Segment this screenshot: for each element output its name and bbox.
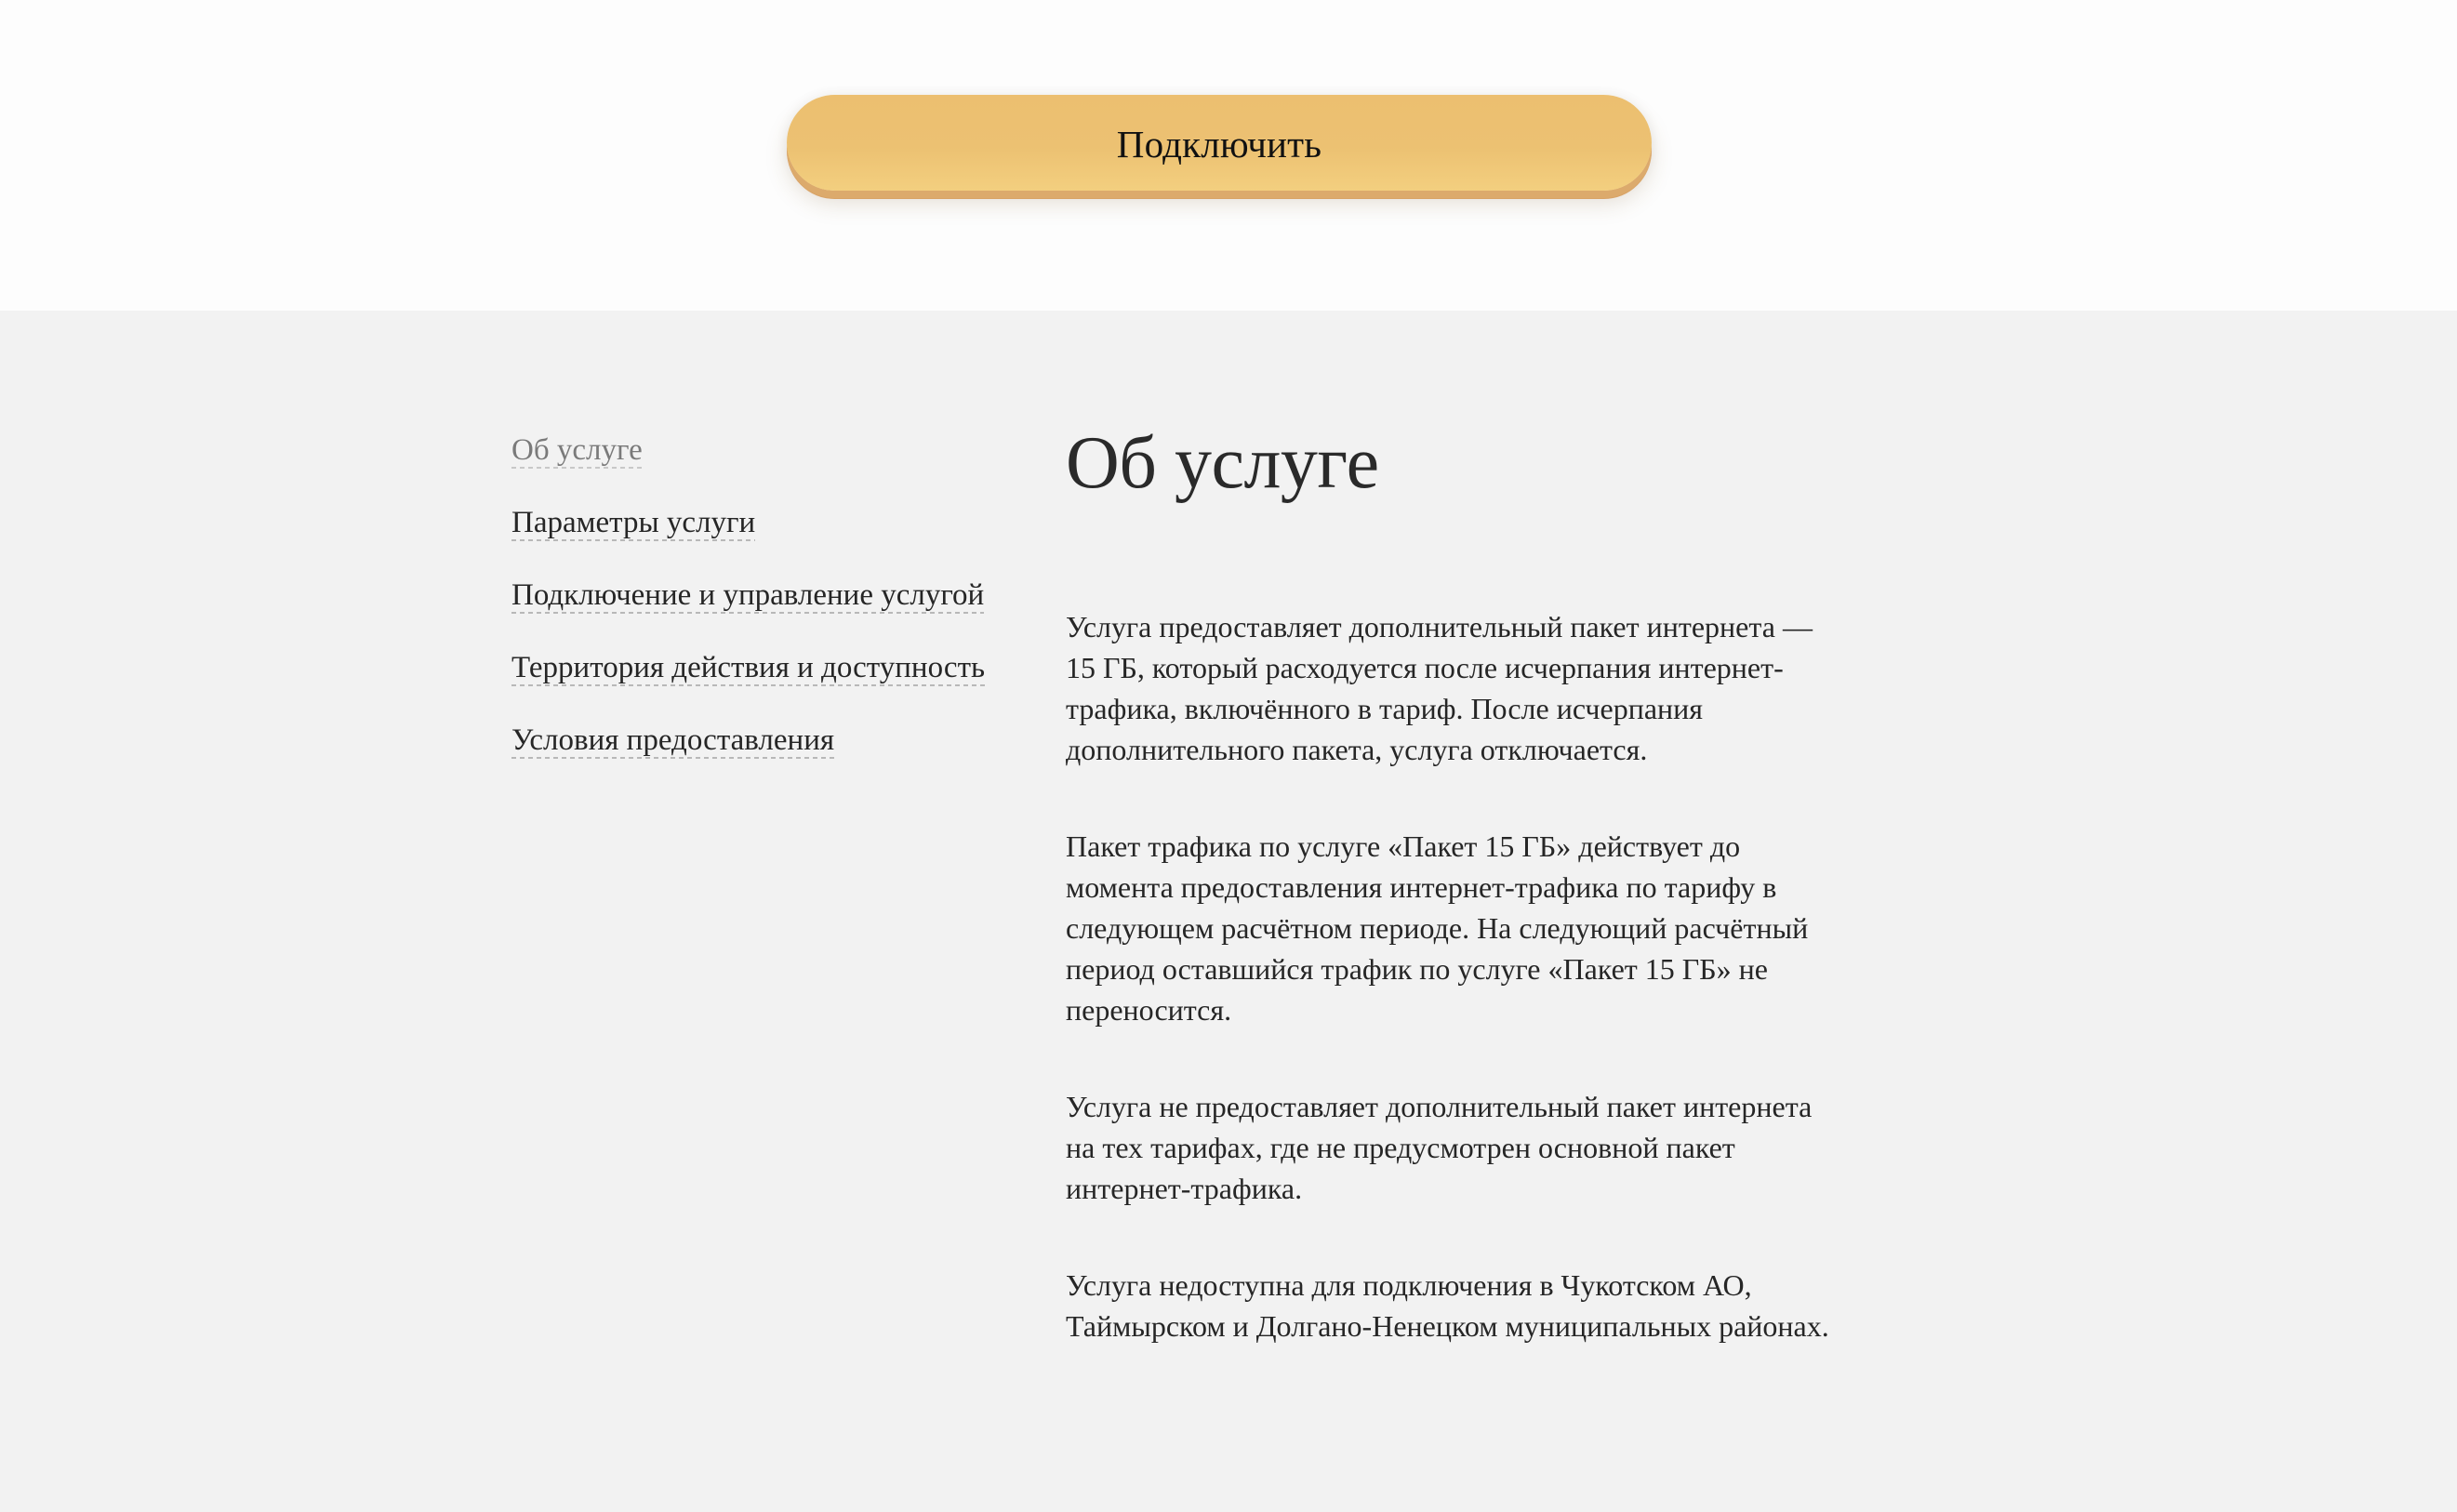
text-line: переносится. (1066, 993, 1232, 1027)
paragraph-validity (1066, 826, 1903, 1030)
text-line: период оставшийся трафик по услуге «Пакет 15 ГБ» не (1066, 952, 1768, 986)
sidebar-nav (511, 431, 1014, 794)
sidebar-link-conditions[interactable]: Условия предоставления (511, 723, 835, 757)
paragraph-region-restriction (1066, 1265, 1903, 1346)
text-line: Услуга недоступна для подключения в Чукотском АО, (1066, 1268, 1752, 1302)
paragraph-package-description (1066, 606, 1903, 770)
text-line: Таймырском и Долгано-Ненецком муниципальных районах. (1066, 1309, 1829, 1343)
text-line: дополнительного пакета, услуга отключается. (1066, 733, 1648, 766)
text-line: момента предоставления интернет-трафика по тарифу в (1066, 870, 1777, 904)
sidebar-item-conditions (511, 722, 1014, 794)
text-line: Услуга предоставляет дополнительный пакет интернета — (1066, 610, 1813, 643)
top-section (0, 0, 2457, 311)
sidebar-link-about[interactable]: Об услуге (511, 433, 643, 467)
text-line: трафика, включённого в тариф. После исчерпания (1066, 692, 1703, 725)
text-line: 15 ГБ, который расходуется после исчерпания интернет- (1066, 651, 1784, 684)
text-line: Услуга не предоставляет дополнительный пакет интернета (1066, 1090, 1813, 1123)
text-line: на тех тарифах, где не предусмотрен основной пакет (1066, 1131, 1735, 1164)
sidebar-link-parameters[interactable]: Параметры услуги (511, 506, 756, 539)
paragraph-tariff-restriction (1066, 1086, 1903, 1209)
main-content (1066, 420, 1903, 1343)
sidebar-item-parameters (511, 504, 1014, 577)
sidebar-item-territory (511, 649, 1014, 722)
text-line: следующем расчётном периоде. На следующий расчётный (1066, 911, 1809, 945)
sidebar-item-about (511, 431, 1014, 504)
connect-button[interactable] (787, 95, 1652, 191)
description-paragraphs (1066, 606, 1903, 1402)
sidebar-item-connection-management (511, 577, 1014, 649)
page-title: Об услуге (1066, 422, 1379, 504)
text-line: интернет-трафика. (1066, 1172, 1303, 1205)
sidebar-link-connection-management[interactable]: Подключение и управление услугой (511, 578, 985, 612)
text-line: Пакет трафика по услуге «Пакет 15 ГБ» действует до (1066, 829, 1741, 863)
sidebar-link-territory[interactable]: Территория действия и доступность (511, 651, 986, 684)
connect-button-label: Подключить (1116, 123, 1322, 166)
